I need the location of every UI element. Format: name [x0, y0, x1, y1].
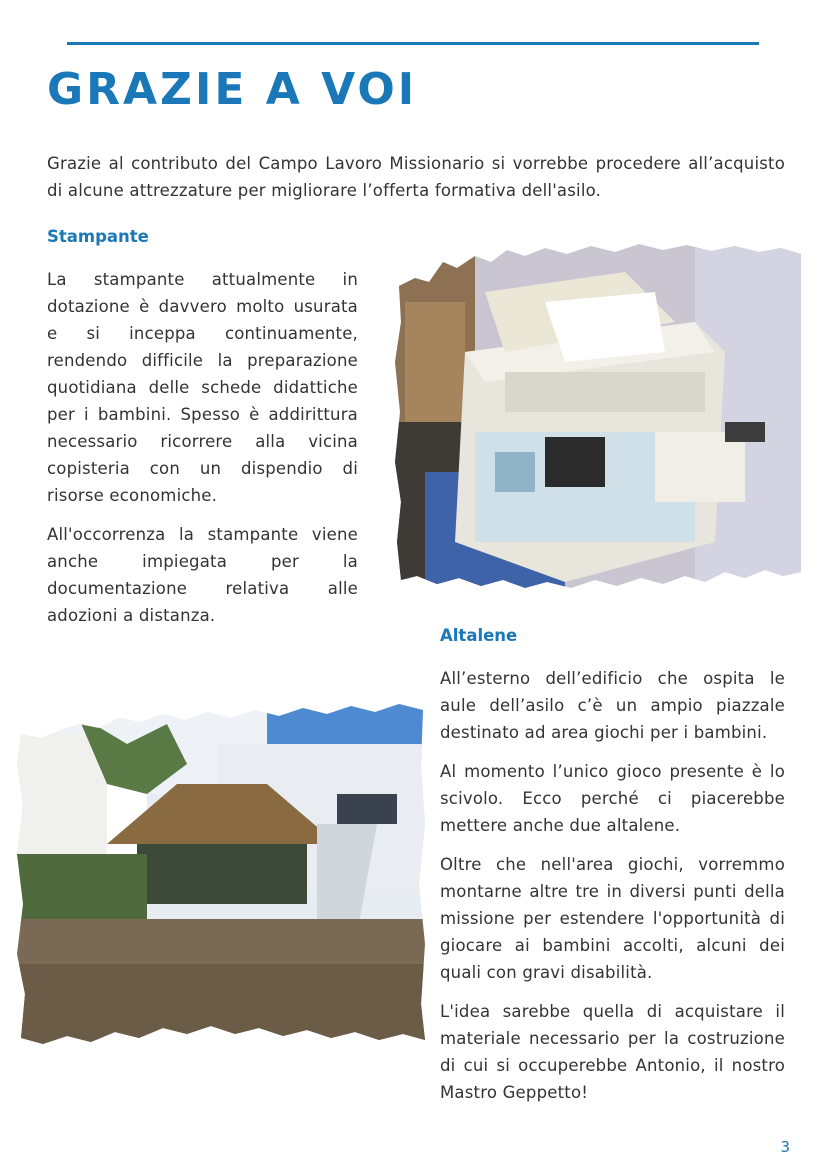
intro-paragraph: Grazie al contributo del Campo Lavoro Missionario si vorrebbe procedere all’acquisto di alcune attrezzature per migliorare l’offerta formativa dell'asilo. [47, 154, 785, 200]
altalene-paragraph: Al momento l’unico gioco presente è lo scivolo. Ecco perché ci piacerebbe mettere anche due altalene. [440, 762, 785, 835]
section-heading-stampante: Stampante [47, 227, 149, 246]
page-number: 3 [780, 1138, 790, 1156]
section-heading-altalene: Altalene [440, 626, 518, 645]
printer-photo [395, 242, 801, 590]
stampante-paragraph: All'occorrenza la stampante viene anche impiegata per la documentazione relativa alle adozioni a distanza. [47, 525, 358, 625]
altalene-text [440, 665, 785, 1118]
page-title: GRAZIE A VOI [47, 64, 418, 115]
top-rule [67, 42, 759, 45]
altalene-paragraph: L'idea sarebbe quella di acquistare il materiale necessario per la costruzione di cui si occuperebbe Antonio, il nostro Mastro Geppetto! [440, 1002, 785, 1102]
altalene-paragraph: Oltre che nell'area giochi, vorremmo montarne altre tre in diversi punti della missione per estendere l'opportunità di giocare ai bambini accolti, alcuni dei quali con gravi disabilità. [440, 855, 785, 982]
stampante-text [47, 266, 358, 641]
stampante-paragraph: La stampante attualmente in dotazione è davvero molto usurata e si inceppa continuamente, rendendo difficile la preparazione quotidiana delle schede didattiche per i bambini. Spesso è addirittura necessario ricorrere alla vicina copisteria con un dispendio di risorse economiche. [47, 270, 358, 505]
playground-photo [17, 704, 425, 1050]
altalene-paragraph: All’esterno dell’edificio che ospita le aule dell’asilo c’è un ampio piazzale destinato ad area giochi per i bambini. [440, 669, 785, 742]
